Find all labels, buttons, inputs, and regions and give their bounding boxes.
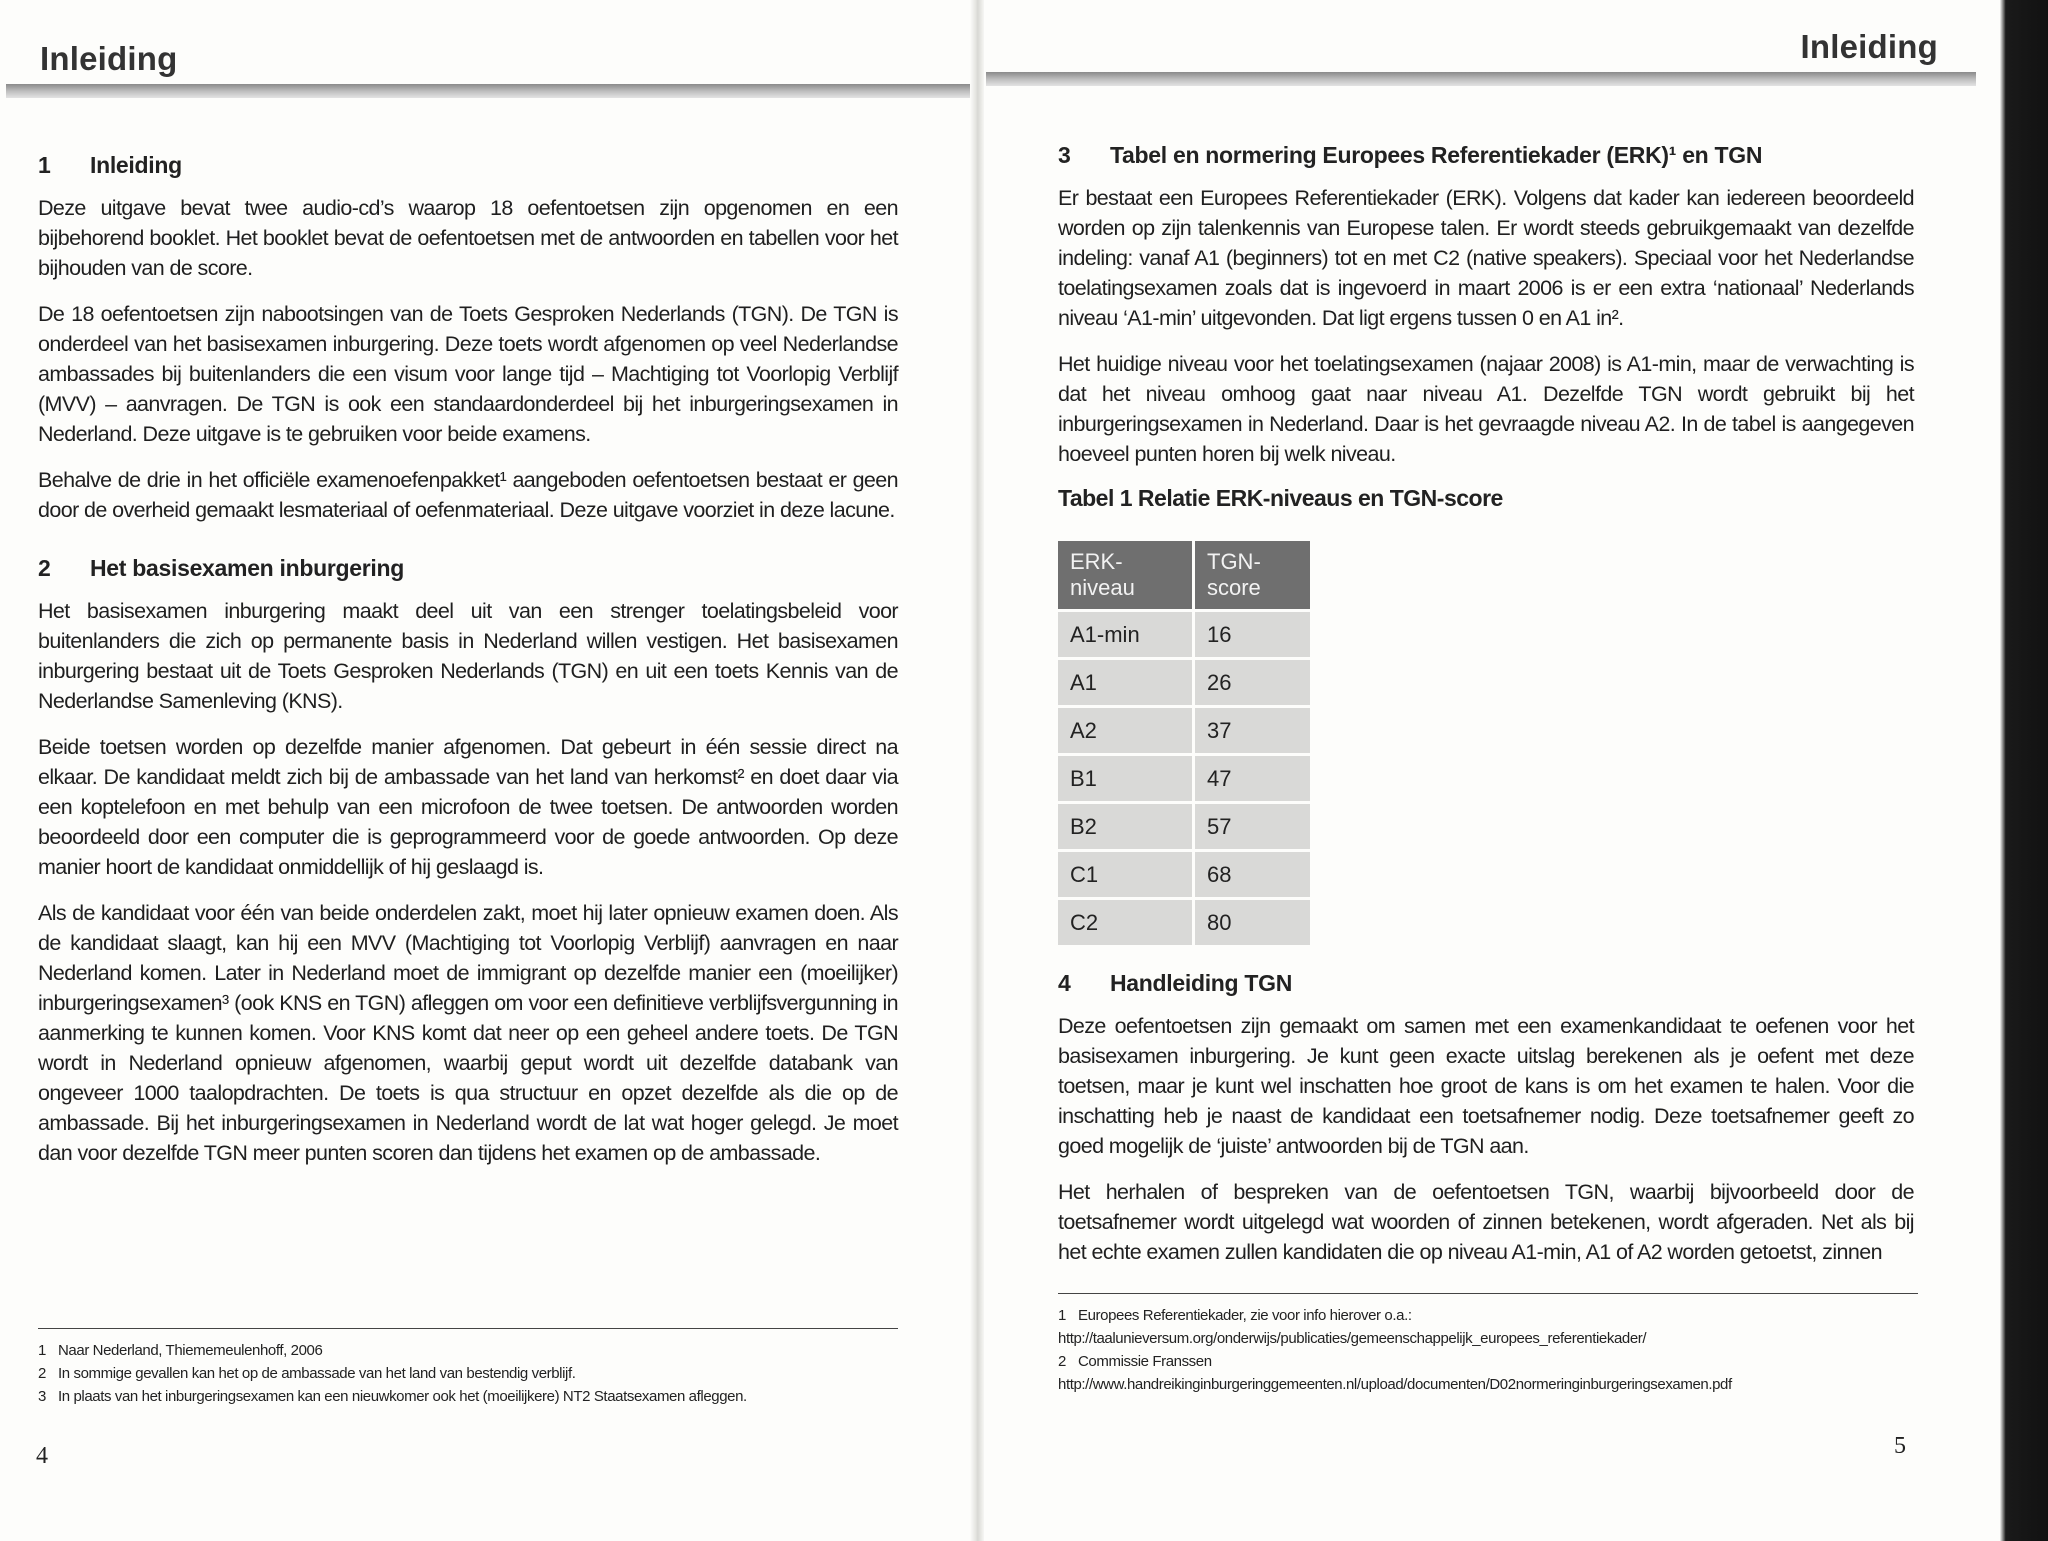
section-2-paragraph-3: Als de kandidaat voor één van beide onderdelen zakt, moet hij later opnieuw examen doen. Als de kandidaat slaagt, kan hij een MVV (Machtiging tot Voorlopig Verblijf) aanvragen en naar Nederland komen. Later in Nederland moet de immigrant op dezelfde manier een (moeilijker) inburgeringsexamen³ (ook KNS en TGN) afleggen om voor een definitieve verblijfsvergunning in aanmerking te kunnen komen. Voor KNS komt dat neer op een geheel andere toets. De TGN wordt in Nederland opnieuw afgenomen, waarbij geput wordt uit dezelfde databank van ongeveer 1000 taalopdrachten. De toets is qua structuur en opzet dezelfde als die op de ambassade. Bij het inburgeringsexamen in Nederland wordt de lat wat hoger gelegd. Je moet dan voor dezelfde TGN meer punten scoren dan tijdens het examen op de ambassade. bbox=[38, 901, 898, 1165]
erk-level-cell: A1-min bbox=[1058, 612, 1192, 657]
right-page bbox=[976, 0, 2048, 1541]
footnote-number: 2 bbox=[1058, 1353, 1066, 1370]
section-4-paragraph-2: Het herhalen of bespreken van de oefentoetsen TGN, waarbij bijvoorbeeld door de toetsafnemer wordt uitgelegd wat woorden of zinnen betekenen, wordt afgeraden. Net als bij het echte examen zullen kandidaten die op niveau A1-min, A1 of A2 worden getoetst, zinnen bbox=[1058, 1180, 1914, 1264]
right-header-bar bbox=[986, 72, 1976, 86]
footnote-1 bbox=[38, 1339, 898, 1362]
left-header-bar bbox=[6, 84, 976, 98]
table-header-tgn: TGN-score bbox=[1195, 541, 1310, 609]
table-header-erk: ERK-niveau bbox=[1058, 541, 1192, 609]
section-4-title: Handleiding TGN bbox=[1110, 970, 1293, 996]
right-footnotes bbox=[1058, 1293, 1918, 1396]
tgn-score-cell: 68 bbox=[1195, 852, 1310, 897]
footnote-number: 1 bbox=[1058, 1307, 1066, 1324]
tgn-score-cell: 80 bbox=[1195, 900, 1310, 945]
erk-level-cell: C2 bbox=[1058, 900, 1192, 945]
book-spine bbox=[970, 0, 984, 1541]
footnote-number: 1 bbox=[38, 1342, 46, 1359]
table-row bbox=[1058, 756, 1310, 801]
erk-level-cell: A2 bbox=[1058, 708, 1192, 753]
page-edge-shadow bbox=[2000, 0, 2048, 1541]
tgn-score-cell: 16 bbox=[1195, 612, 1310, 657]
footnote-1 bbox=[1058, 1304, 1918, 1327]
footnote-number: 3 bbox=[38, 1388, 46, 1405]
left-header-title: Inleiding bbox=[40, 40, 178, 77]
section-4-heading bbox=[1058, 970, 1914, 997]
table-caption: Tabel 1 Relatie ERK-niveaus en TGN-score bbox=[1058, 485, 1503, 511]
section-2-number: 2 bbox=[38, 555, 51, 581]
left-footnotes bbox=[38, 1328, 898, 1408]
right-content bbox=[1058, 142, 1914, 1283]
erk-level-cell: B1 bbox=[1058, 756, 1192, 801]
section-1-paragraph-3: Behalve de drie in het officiële examenoefenpakket¹ aangeboden oefentoetsen bestaat er geen door de overheid gemaakt lesmateriaal of oefenmateriaal. Deze uitgave voorziet in deze lacune. bbox=[38, 468, 898, 522]
tgn-score-cell: 37 bbox=[1195, 708, 1310, 753]
right-page-number: 5 bbox=[1894, 1433, 1906, 1459]
section-3-title: Tabel en normering Europees Referentiekader (ERK)¹ en TGN bbox=[1110, 142, 1763, 168]
section-1-number: 1 bbox=[38, 152, 51, 178]
footnote-url: http://taalunieversum.org/onderwijs/publicaties/gemeenschappelijk_europees_referentiekader/ bbox=[1058, 1330, 1647, 1347]
table-row bbox=[1058, 612, 1310, 657]
section-3-heading bbox=[1058, 142, 1914, 169]
table-row bbox=[1058, 900, 1310, 945]
table-row bbox=[1058, 804, 1310, 849]
section-3-number: 3 bbox=[1058, 142, 1071, 168]
section-1-paragraph-1: Deze uitgave bevat twee audio-cd’s waarop 18 oefentoetsen zijn opgenomen en een bijbehorend booklet. Het booklet bevat de oefentoetsen met de antwoorden en tabellen voor het bijhouden van de score. bbox=[38, 196, 898, 280]
footnote-text: Commissie Franssen bbox=[1078, 1353, 1212, 1370]
section-2-paragraph-1: Het basisexamen inburgering maakt deel uit van een strenger toelatingsbeleid voor buitenlanders die zich op permanente basis in Nederland willen vestigen. Het basisexamen inburgering bestaat uit de Toets Gesproken Nederlands (TGN) en uit een toets Kennis van de Nederlandse Samenleving (KNS). bbox=[38, 599, 898, 713]
section-3-paragraph-2: Het huidige niveau voor het toelatingsexamen (najaar 2008) is A1-min, maar de verwachting is dat het niveau omhoog gaat naar niveau A1. Dezelfde TGN wordt gebruikt bij het inburgeringsexamen in Nederland. Daar is het gevraagde niveau A2. In de tabel is aangegeven hoeveel punten horen bij welk niveau. bbox=[1058, 352, 1914, 466]
tgn-score-cell: 47 bbox=[1195, 756, 1310, 801]
footnote-text: In plaats van het inburgeringsexamen kan een nieuwkomer ook het (moeilijkere) NT2 Staatsexamen afleggen. bbox=[58, 1388, 747, 1405]
section-3-paragraph-1: Er bestaat een Europees Referentiekader (ERK). Volgens dat kader kan iedereen beoordeeld worden op zijn talenkennis van Europese talen. Er wordt steeds gebruikgemaakt van dezelfde indeling: vanaf A1 (beginners) tot en met C2 (native speakers). Speciaal voor het Nederlandse toelatingsexamen zoals dat is ingevoerd in maart 2006 is er een extra ‘nationaal’ Nederlands niveau ‘A1-min’ uitgevonden. Dat ligt ergens tussen 0 en A1 in². bbox=[1058, 186, 1914, 330]
section-2-paragraph-2: Beide toetsen worden op dezelfde manier afgenomen. Dat gebeurt in één sessie direct na elkaar. De kandidaat meldt zich bij de ambassade van het land van herkomst² en doet daar via een koptelefoon en met behulp van een microfoon de twee toetsen. De antwoorden worden beoordeeld door een computer die is geprogrammeerd voor de goede antwoorden. Op deze manier hoort de kandidaat onmiddellijk of hij geslaagd is. bbox=[38, 735, 898, 879]
footnote-text: Naar Nederland, Thiememeulenhoff, 2006 bbox=[58, 1342, 323, 1359]
footnote-text: In sommige gevallen kan het op de ambassade van het land van bestendig verblijf. bbox=[58, 1365, 576, 1382]
erk-level-cell: C1 bbox=[1058, 852, 1192, 897]
footnote-2 bbox=[38, 1362, 898, 1385]
section-4-number: 4 bbox=[1058, 970, 1071, 996]
footnote-url: http://www.handreikinginburgeringgemeenten.nl/upload/documenten/D02normeringinburgeringsexamen.pdf bbox=[1058, 1376, 1732, 1393]
footnote-text: Europees Referentiekader, zie voor info hierover o.a.: bbox=[1078, 1307, 1412, 1324]
footnote-2 bbox=[1058, 1350, 1918, 1373]
section-4-paragraph-1: Deze oefentoetsen zijn gemaakt om samen met een examenkandidaat te oefenen voor het basisexamen inburgering. Je kunt geen exacte uitslag berekenen als je oefent met deze toetsen, maar je kunt wel inschatten hoe groot de kans is om het examen te halen. Voor die inschatting heb je naast de kandidaat een toetsafnemer nodig. Deze toetsafnemer geeft zo goed mogelijk de ‘juiste’ antwoorden bij de TGN aan. bbox=[1058, 1014, 1914, 1158]
section-1-paragraph-2: De 18 oefentoetsen zijn nabootsingen van de Toets Gesproken Nederlands (TGN). De TGN is onderdeel van het basisexamen inburgering. Deze toets wordt afgenomen op veel Nederlandse ambassades bij buitenlanders die een visum voor lange tijd – Machtiging tot Voorlopig Verblijf (MVV) – aanvragen. De TGN is ook een standaardonderdeel bij het inburgeringsexamen in Nederland. Deze uitgave is te gebruiken voor beide examens. bbox=[38, 302, 898, 446]
section-2-heading bbox=[38, 555, 898, 582]
right-header-title: Inleiding bbox=[1800, 28, 1938, 65]
tgn-score-cell: 26 bbox=[1195, 660, 1310, 705]
erk-level-cell: B2 bbox=[1058, 804, 1192, 849]
table-header-row bbox=[1058, 541, 1310, 609]
erk-tgn-table bbox=[1055, 538, 1313, 948]
left-page bbox=[0, 0, 976, 1541]
section-2-title: Het basisexamen inburgering bbox=[90, 555, 404, 581]
tgn-score-cell: 57 bbox=[1195, 804, 1310, 849]
section-1-title: Inleiding bbox=[90, 152, 182, 178]
table-row bbox=[1058, 852, 1310, 897]
section-1-heading bbox=[38, 152, 898, 179]
left-content bbox=[38, 152, 898, 1184]
table-row bbox=[1058, 660, 1310, 705]
footnote-number: 2 bbox=[38, 1365, 46, 1382]
footnote-3 bbox=[38, 1385, 898, 1408]
erk-level-cell: A1 bbox=[1058, 660, 1192, 705]
table-row bbox=[1058, 708, 1310, 753]
left-page-number: 4 bbox=[36, 1443, 48, 1469]
